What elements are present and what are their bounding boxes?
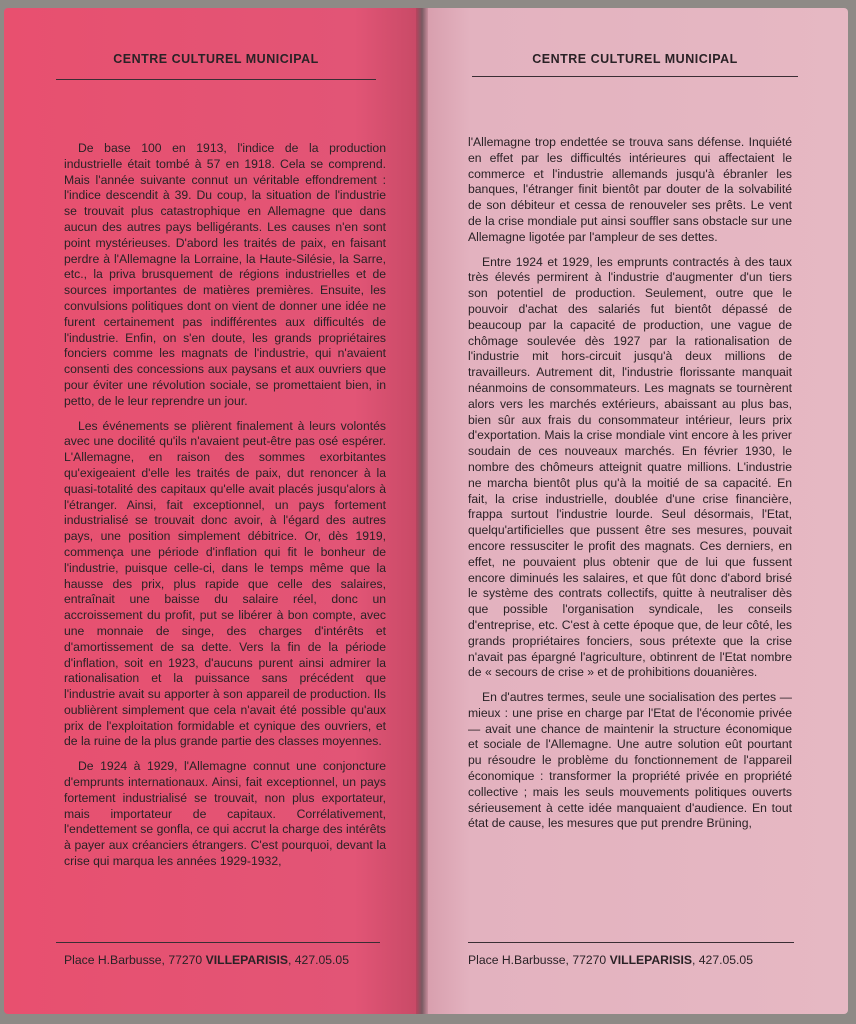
- footer-phone: , 427.05.05: [288, 953, 349, 967]
- paragraph: Les événements se plièrent finalement à leurs volontés avec une docilité qu'ils n'avaient peut-être pas osé espérer. L'Allemagne, en raison des sommes exorbitantes qu'exigeaient d'elle les traités de paix, dut renoncer à la quasi-totalité des capitaux qu'elle avait placés jusqu'alors à l'étranger. Ainsi, fait exceptionnel, un pays fortement industrialisé se trouvait donc avoir, à l'égard des autres pays, une position simplement débitrice. Or, dès 1919, commença une période d'inflation qui fit le bonheur de l'industrie, puisque celle-ci, dans le temps même que la hausse des prix, plus rapide que celle des salaires, entraînait une baisse du salaire réel, donc un accroissement du profit, put se libérer à bon compte, avec une monnaie de singe, des charges d'intérêts et d'amortissement de sa dette. Vers la fin de la période d'inflation, soit en 1923, d'aucuns purent ainsi admirer la rationalisation et la puissance sans précédent que l'industrie avait su apporter à son appareil de production. Ils oublièrent simplement que cela n'avait été possible qu'aux prix de l'exploitation formidable et cynique des ouvriers, et de la ruine de la plus grande partie des classes moyennes.: [64, 418, 386, 749]
- footer-phone: , 427.05.05: [692, 953, 753, 967]
- footer-rule: [468, 942, 794, 943]
- page-header: CENTRE CULTUREL MUNICIPAL: [113, 52, 319, 66]
- footer-address: Place H.Barbusse, 77270: [64, 953, 206, 967]
- footer-city: VILLEPARISIS: [205, 953, 288, 967]
- paragraph: En d'autres termes, seule une socialisation des pertes — mieux : une prise en charge par l'Etat de l'économie privée — avait une chance de maintenir la structure économique et sociale de l'Allemagne. Une autre solution eût pourtant pu résoudre le problème du fonctionnement de l'appareil économique : transformer la propriété privée en propriété collective ; mais les seuls mouvements politiques ouverts sérieusement à cette idée manquaient d'audience. En tout état de cause, les mesures que put prendre Brüning,: [468, 690, 792, 831]
- book-gutter: [416, 8, 428, 1014]
- paragraph: De 1924 à 1929, l'Allemagne connut une conjoncture d'emprunts internationaux. Ainsi, fait exceptionnel, un pays fortement industrialisé se trouvait, non plus exportateur, mais importateur de capitaux. Corrélativement, l'endettement se gonfla, ce qui accrut la charge des intérêts à payer aux créanciers étrangers. C'est pourquoi, devant la crise qui marqua les années 1929-1932,: [64, 759, 386, 869]
- left-page: [4, 8, 416, 1014]
- footer-address: Place H.Barbusse, 77270: [468, 953, 610, 967]
- page-header: CENTRE CULTUREL MUNICIPAL: [532, 52, 738, 66]
- article-body: [468, 135, 792, 841]
- header-rule: [56, 79, 376, 80]
- footer-city: VILLEPARISIS: [609, 953, 692, 967]
- paragraph: l'Allemagne trop endettée se trouva sans défense. Inquiété en effet par les difficultés intérieures qui affectaient le commerce et l'industrie allemands jusqu'à ébranler les banques, l'étranger finit bientôt par douter de la solvabilité de son débiteur et cessa de renouveler ses prêts. Le vent de la crise mondiale put ainsi souffler sans obstacle sur une Allemagne ligotée par l'ampleur de ses dettes.: [468, 135, 792, 244]
- right-page: [428, 8, 848, 1014]
- paragraph: Entre 1924 et 1929, les emprunts contractés à des taux très élevés permirent à l'industrie d'augmenter d'un tiers son potentiel de production. Seulement, outre que le pouvoir d'achat des salariés fut bientôt dépassé de beaucoup par la capacité de production, une vague de chômage soulevée dès 1927 par la rationalisation de l'industrie mit hors-circuit jusqu'à deux millions de travailleurs. Autrement dit, l'industrie florissante manquait néanmoins de consommateurs. Les magnats se tournèrent alors vers les marchés extérieurs, abaissant au plus bas, bien sûr aux frais du consommateur intérieur, leurs prix d'exportation. Mais la crise mondiale vint encore à les priver soudain de ces nouveaux marchés. En février 1930, le nombre des chômeurs atteignit quatre millions. L'industrie ne marcha bientôt plus qu'à la moitié de sa capacité. En fait, la crise industrielle, doublée d'une crise financière, frappa surtout l'industrie lourde. Seul désormais, l'Etat, quelqu'artificielles que pussent être ses mesures, pouvait encore ressusciter le profit des magnats. Ces derniers, en effet, ne pouvaient plus obtenir que de lui que fussent encore diminués les salaires, et que fût donc d'abord brisé le système des contrats collectifs, quitte à neutraliser dès que possible l'organisation syndicale, les conseils d'entreprise, etc. C'est à cette époque que, de leur côté, les grands propriétaires fonciers, sous prétexte que la crise n'avait pas épargné l'agriculture, obtinrent de l'Etat nombre de « secours de crise » et de prohibitions douanières.: [468, 254, 792, 680]
- page-footer: [64, 953, 349, 967]
- header-rule: [472, 76, 798, 77]
- footer-rule: [56, 942, 380, 943]
- page-footer: [468, 953, 753, 967]
- paragraph: De base 100 en 1913, l'indice de la production industrielle était tombé à 57 en 1918. Cela se comprend. Mais l'année suivante connut un véritable effondrement : l'indice descendit à 39. Du coup, la situation de l'industrie se trouvait plus catastrophique en Allemagne que dans aucun des autres pays belligérants. Les causes n'en sont point mystérieuses. D'abord les traités de paix, en faisant perdre à l'Allemagne la Lorraine, la Haute-Silésie, la Sarre, etc., la priva brusquement de régions industrielles et de sources importantes de matières premières. Ensuite, les convulsions politiques dont on vient de donner une idée ne furent certainement pas indifférentes aux difficultés de l'industrie. Enfin, on s'en doute, les grands propriétaires fonciers comme les magnats de l'industrie, qui n'avaient consenti des concessions aux paysans et aux ouvriers que pour éviter une révolution sociale, se promettaient bien, in petto, de le leur reprendre un jour.: [64, 141, 386, 408]
- article-body: [64, 141, 386, 879]
